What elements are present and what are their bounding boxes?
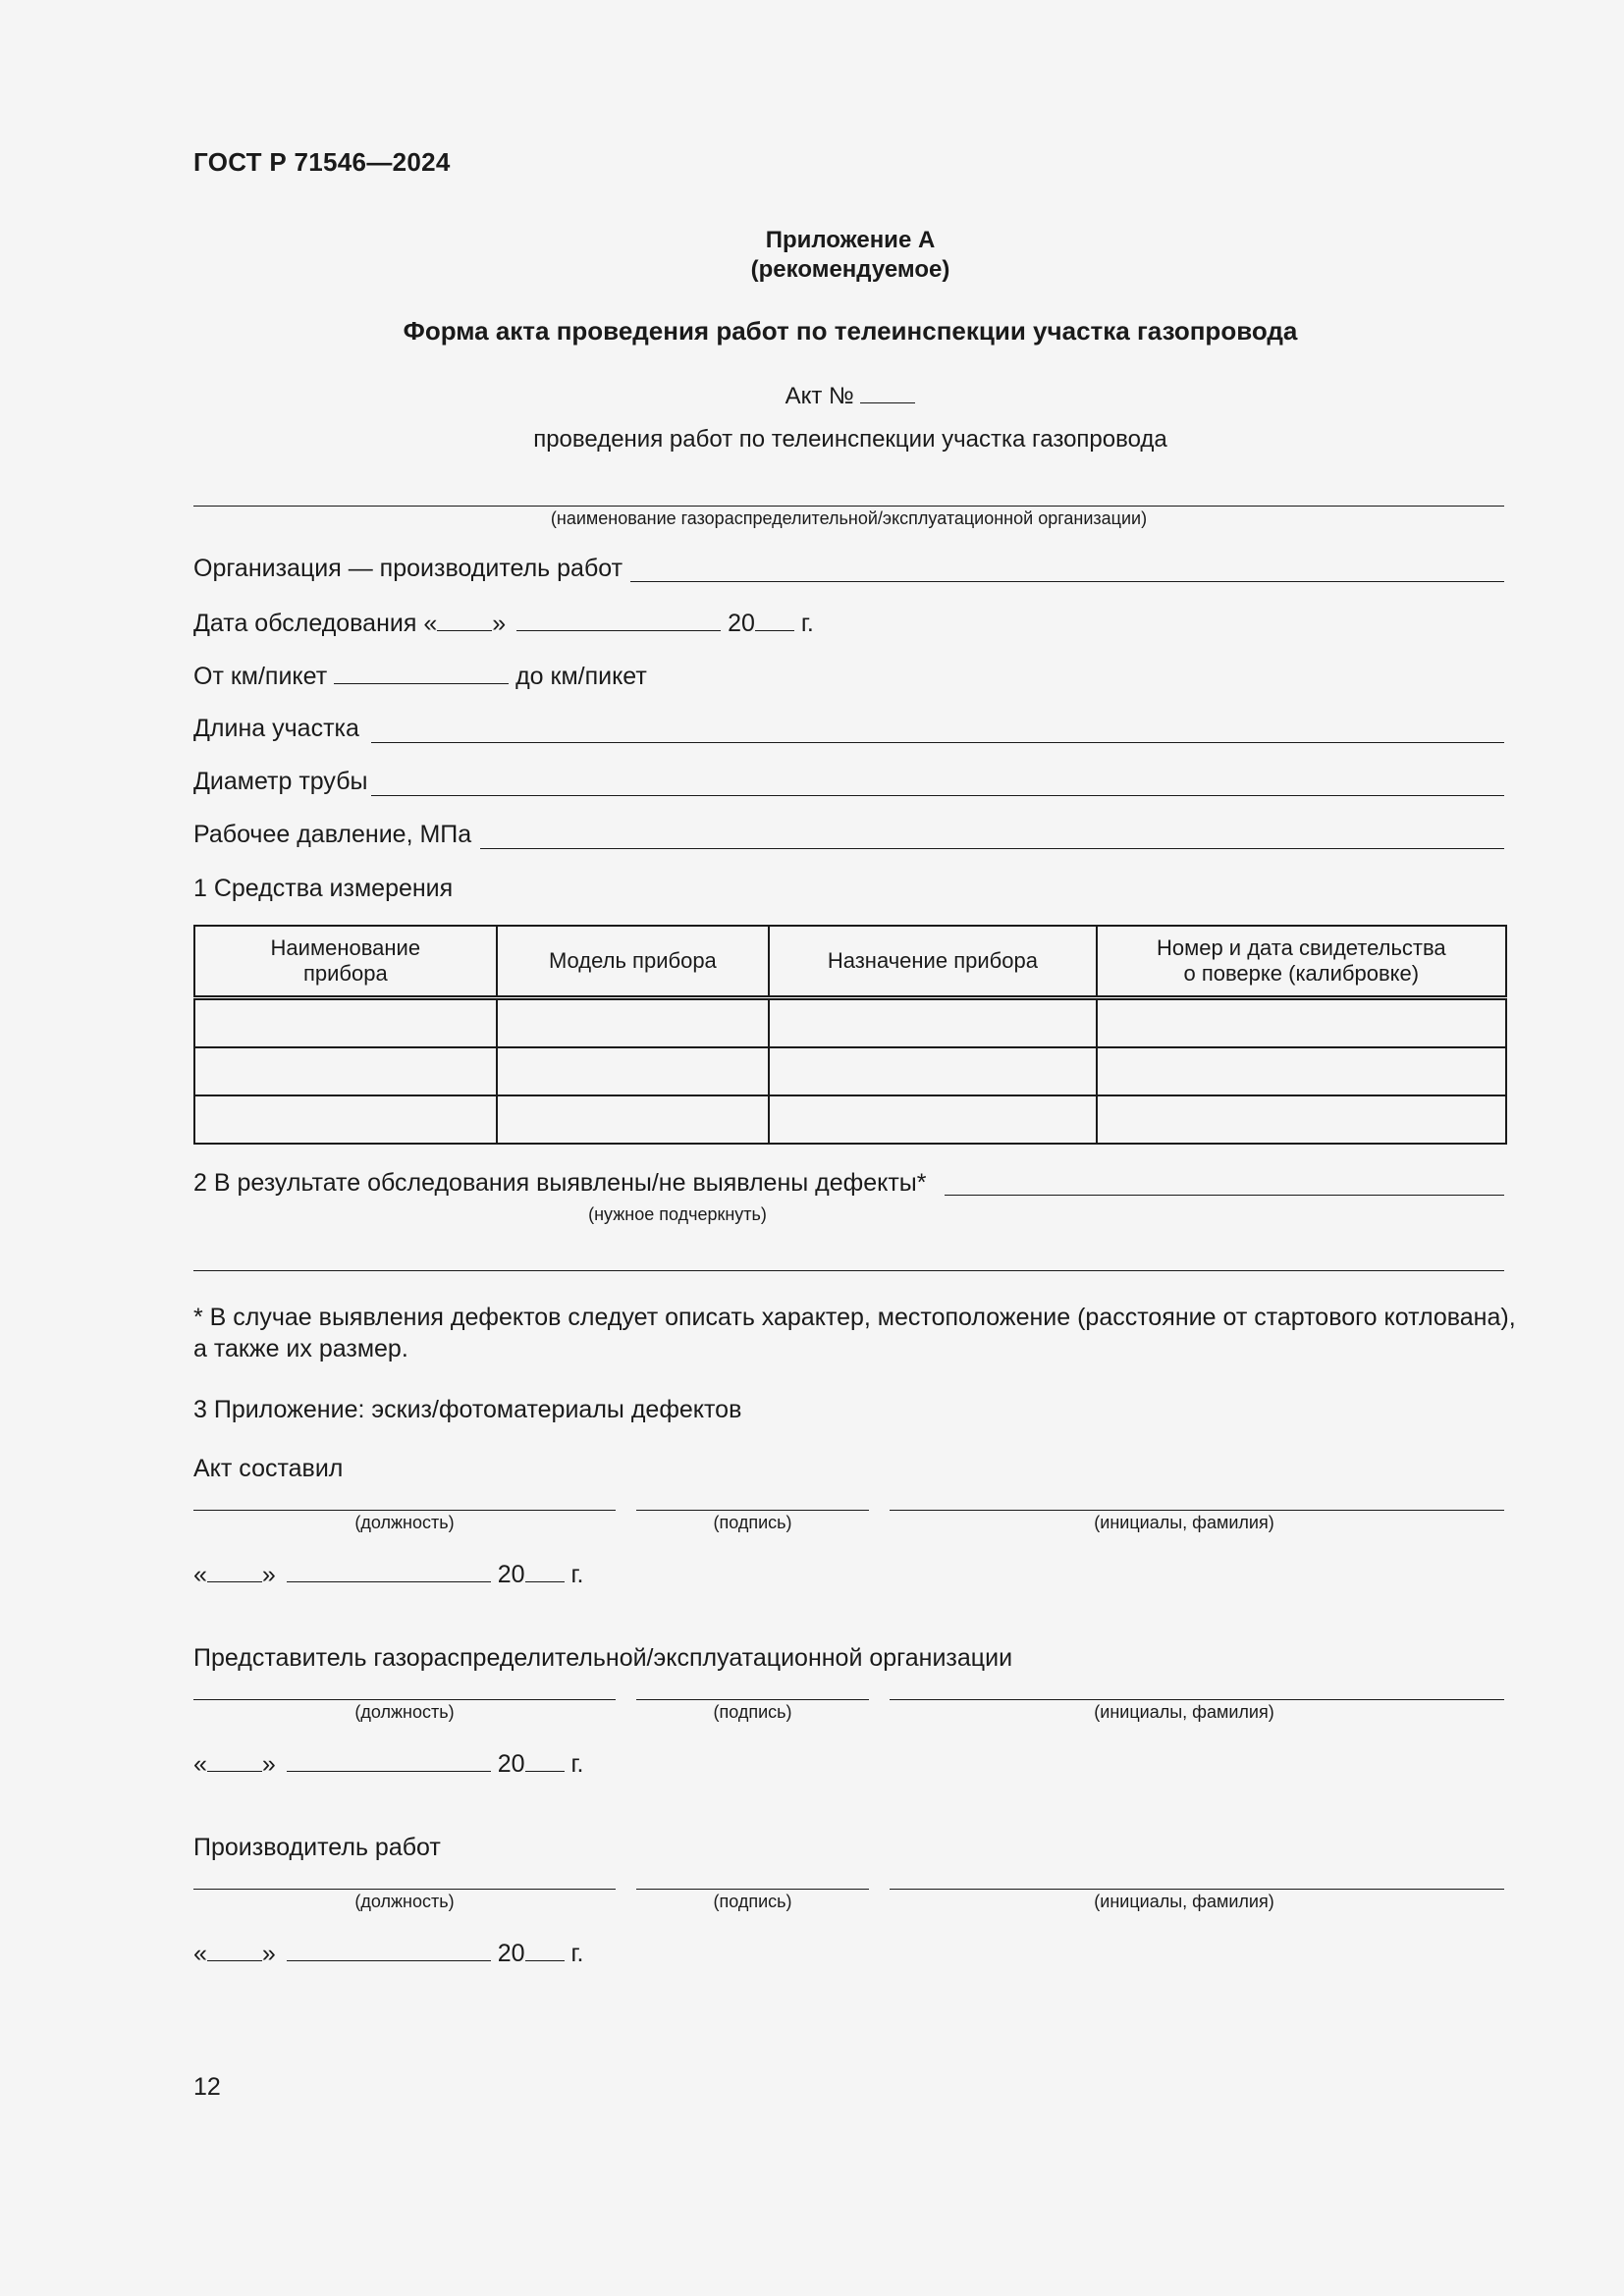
- act-number-blank[interactable]: [860, 381, 915, 403]
- table-cell[interactable]: [1097, 1047, 1506, 1095]
- pressure-label: Рабочее давление, МПа: [193, 821, 472, 848]
- year-suffix: г.: [570, 1940, 584, 1967]
- position-caption: (должность): [354, 1702, 455, 1722]
- table-cell[interactable]: [769, 1047, 1096, 1095]
- defects-caption: (нужное подчеркнуть): [588, 1204, 767, 1224]
- year-prefix: 20: [497, 1750, 525, 1778]
- date-close-quote: »: [261, 1940, 276, 1967]
- appendix-status: (рекомендуемое): [750, 256, 950, 283]
- col-header-line: Модель прибора: [548, 948, 717, 973]
- name-field[interactable]: [890, 1699, 1504, 1700]
- position-field[interactable]: [193, 1510, 616, 1511]
- signature-block-title: Представитель газораспределительной/эксплуатационной организации: [193, 1644, 1013, 1672]
- signature-caption: (подпись): [713, 1892, 792, 1911]
- signature-date-row: [193, 1560, 584, 1589]
- date-close-quote: »: [261, 1561, 276, 1588]
- position-caption: (должность): [354, 1513, 455, 1532]
- table-cell[interactable]: [1097, 1095, 1506, 1144]
- signature-date-row: [193, 1939, 584, 1968]
- position-field[interactable]: [193, 1889, 616, 1890]
- section2-text: 2 В результате обследования выявлены/не выявлены дефекты*: [193, 1169, 927, 1197]
- act-number-label: Акт №: [785, 383, 854, 409]
- table-cell[interactable]: [1097, 998, 1506, 1048]
- appendix-title: Приложение А: [765, 227, 936, 253]
- name-caption: (инициалы, фамилия): [1094, 1892, 1274, 1911]
- col-header-line: Номер и дата свидетельства: [1156, 935, 1446, 960]
- survey-year-blank[interactable]: [755, 609, 794, 631]
- act-subtitle: проведения работ по телеинспекции участка газопровода: [533, 426, 1167, 453]
- col-header-certificate: [1097, 926, 1506, 998]
- table-cell[interactable]: [194, 1047, 497, 1095]
- survey-year-suffix: г.: [800, 610, 814, 637]
- table-header-row: [194, 926, 1506, 998]
- signature-caption: (подпись): [713, 1702, 792, 1722]
- length-label: Длина участка: [193, 715, 359, 742]
- date-close-quote: »: [261, 1750, 276, 1778]
- from-km-field[interactable]: [334, 662, 509, 684]
- contractor-label: Организация — производитель работ: [193, 555, 623, 582]
- year-blank[interactable]: [525, 1749, 565, 1772]
- pressure-field[interactable]: [480, 848, 1504, 849]
- document-code: ГОСТ Р 71546—2024: [193, 147, 451, 177]
- from-km-label: От км/пикет: [193, 663, 328, 690]
- to-km-label: до км/пикет: [515, 663, 647, 690]
- name-field[interactable]: [890, 1510, 1504, 1511]
- form-title: Форма акта проведения работ по телеинспекции участка газопровода: [403, 316, 1298, 346]
- date-open-quote: «: [193, 1750, 207, 1778]
- col-header-device-model: [497, 926, 770, 998]
- day-blank[interactable]: [207, 1560, 262, 1582]
- col-header-line: Назначение прибора: [827, 948, 1038, 973]
- signature-block-title: Производитель работ: [193, 1834, 441, 1861]
- signature-field[interactable]: [636, 1889, 869, 1890]
- table-cell[interactable]: [769, 1095, 1096, 1144]
- table-cell[interactable]: [194, 998, 497, 1048]
- year-prefix: 20: [497, 1561, 525, 1588]
- survey-date-label: Дата обследования «: [193, 610, 438, 637]
- km-row: [193, 662, 647, 691]
- survey-date-row: [193, 609, 814, 638]
- signature-field[interactable]: [636, 1510, 869, 1511]
- year-prefix: 20: [497, 1940, 525, 1967]
- section3-text: 3 Приложение: эскиз/фотоматериалы дефектов: [193, 1396, 742, 1423]
- table-cell[interactable]: [769, 998, 1096, 1048]
- day-blank[interactable]: [207, 1939, 262, 1961]
- position-caption: (должность): [354, 1892, 455, 1911]
- col-header-line: о поверке (калибровке): [1183, 961, 1420, 986]
- day-blank[interactable]: [207, 1749, 262, 1772]
- year-blank[interactable]: [525, 1939, 565, 1961]
- col-header-line: Наименование: [270, 935, 421, 960]
- date-open-quote: «: [193, 1561, 207, 1588]
- date-open-quote: «: [193, 1940, 207, 1967]
- year-suffix: г.: [570, 1561, 584, 1588]
- diameter-field[interactable]: [371, 795, 1504, 796]
- signature-date-row: [193, 1749, 584, 1779]
- page-number: 12: [193, 2073, 221, 2101]
- footnote-line2: а также их размер.: [193, 1335, 408, 1362]
- survey-day-blank[interactable]: [437, 609, 492, 631]
- table-cell[interactable]: [194, 1095, 497, 1144]
- survey-year-prefix: 20: [728, 610, 755, 637]
- signature-field[interactable]: [636, 1699, 869, 1700]
- year-suffix: г.: [570, 1750, 584, 1778]
- measurement-table: [193, 925, 1507, 1145]
- table-cell[interactable]: [497, 1047, 770, 1095]
- contractor-field[interactable]: [630, 581, 1504, 582]
- survey-date-quote: »: [492, 610, 507, 637]
- col-header-device-purpose: [769, 926, 1096, 998]
- table-row: [194, 998, 1506, 1048]
- position-field[interactable]: [193, 1699, 616, 1700]
- name-caption: (инициалы, фамилия): [1094, 1513, 1274, 1532]
- length-field[interactable]: [371, 742, 1504, 743]
- defects-extra-line[interactable]: [193, 1270, 1504, 1271]
- name-caption: (инициалы, фамилия): [1094, 1702, 1274, 1722]
- act-number: [193, 381, 1507, 410]
- org-name-line[interactable]: [193, 506, 1504, 507]
- year-blank[interactable]: [525, 1560, 565, 1582]
- org-name-caption: (наименование газораспределительной/эксплуатационной организации): [550, 508, 1148, 528]
- appendix-heading: [193, 226, 1507, 285]
- month-blank[interactable]: [287, 1939, 491, 1961]
- month-blank[interactable]: [287, 1560, 491, 1582]
- month-blank[interactable]: [287, 1749, 491, 1772]
- survey-month-blank[interactable]: [516, 609, 721, 631]
- table-cell[interactable]: [497, 998, 770, 1048]
- signature-caption: (подпись): [713, 1513, 792, 1532]
- diameter-label: Диаметр трубы: [193, 768, 368, 795]
- signature-block-title: Акт составил: [193, 1455, 344, 1482]
- name-field[interactable]: [890, 1889, 1504, 1890]
- col-header-device-name: [194, 926, 497, 998]
- table-row: [194, 1095, 1506, 1144]
- section1-title: 1 Средства измерения: [193, 875, 454, 902]
- defects-field[interactable]: [945, 1195, 1504, 1196]
- footnote-line1: * В случае выявления дефектов следует описать характер, местоположение (расстояние от стартового котлована),: [193, 1304, 1516, 1331]
- table-cell[interactable]: [497, 1095, 770, 1144]
- col-header-line: прибора: [302, 961, 388, 986]
- table-row: [194, 1047, 1506, 1095]
